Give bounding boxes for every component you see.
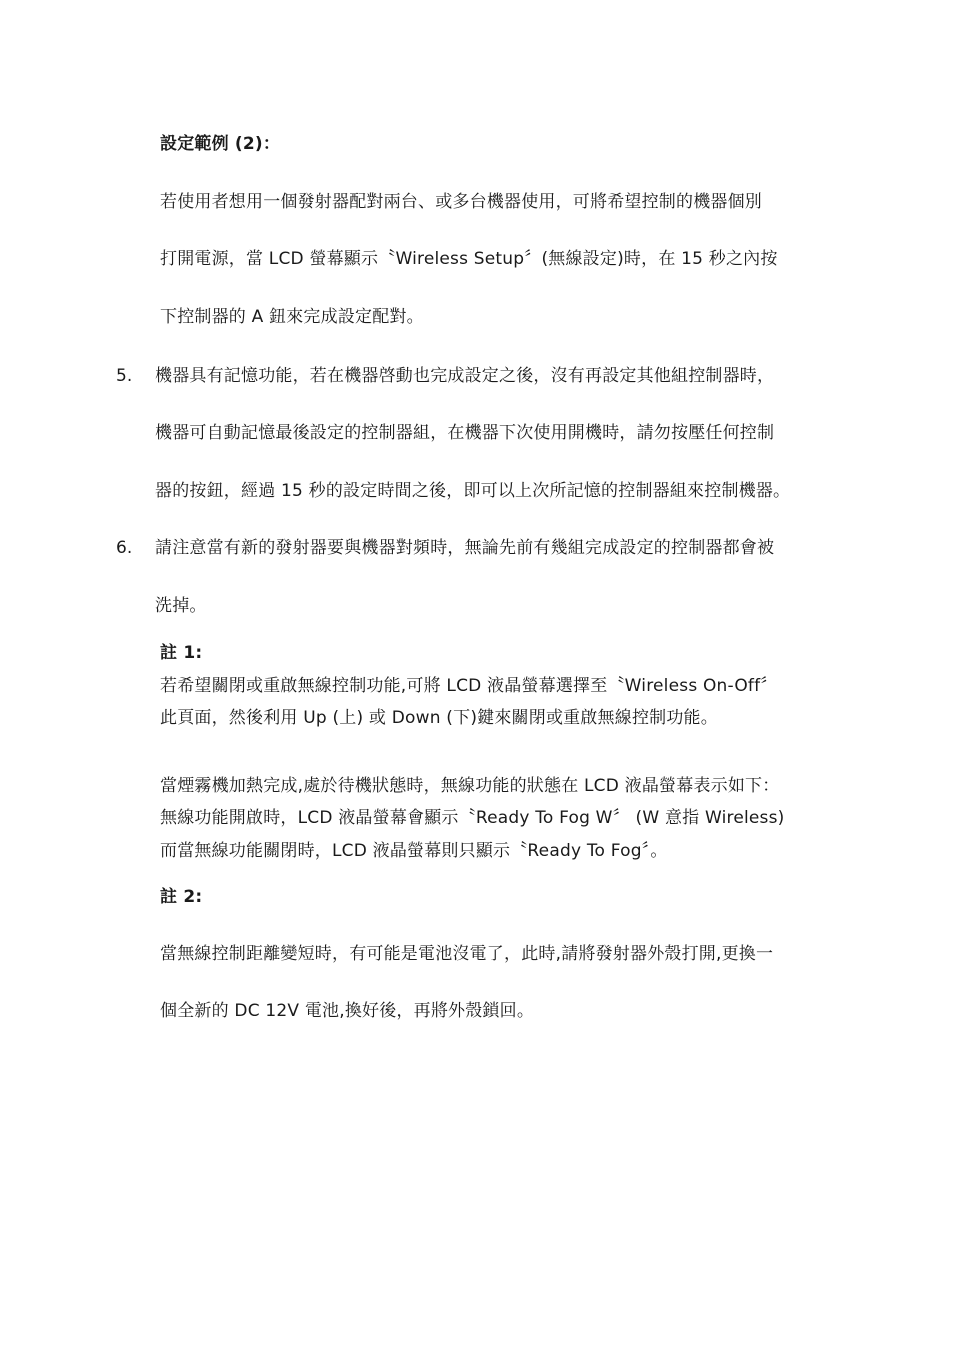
example-line-3: 下控制器的 A 鈕來完成設定配對。: [160, 307, 424, 327]
example-line-2: 打開電源，當 LCD 螢幕顯示〝Wireless Setup〞(無線設定)時，在 15 秒之內按: [160, 249, 778, 269]
item-5-line-2: 機器可自動記憶最後設定的控制器組，在機器下次使用開機時，請勿按壓任何控制: [155, 423, 775, 443]
note-1-line-5: 而當無線功能關閉時，LCD 液晶螢幕則只顯示〝Ready To Fog〞。: [160, 841, 668, 861]
note-1-line-2: 此頁面，然後利用 Up (上) 或 Down (下)鍵來關閉或重啟無線控制功能。: [160, 708, 718, 728]
note-1-line-1: 若希望關閉或重啟無線控制功能,可將 LCD 液晶螢幕選擇至〝Wireless On-Off〞: [160, 676, 778, 696]
item-6-line-1: 請注意當有新的發射器要與機器對頻時，無論先前有幾組完成設定的控制器都會被: [155, 538, 775, 558]
note-2-title: 註 2:: [160, 887, 203, 907]
item-5-line-1: 機器具有記憶功能，若在機器啓動也完成設定之後，沒有再設定其他組控制器時，: [155, 366, 775, 386]
note-2-line-1: 當無線控制距離變短時，有可能是電池沒電了，此時,請將發射器外殼打開,更換一: [160, 944, 774, 964]
item-6-line-2: 洗掉。: [155, 596, 207, 616]
note-2-line-2: 個全新的 DC 12V 電池,換好後，再將外殼鎖回。: [160, 1001, 535, 1021]
note-1-line-3: 當煙霧機加熱完成,處於待機狀態時，無線功能的狀態在 LCD 液晶螢幕表示如下：: [160, 776, 780, 796]
example-line-1: 若使用者想用一個發射器配對兩台、或多台機器使用，可將希望控制的機器個別: [160, 192, 762, 212]
note-1-line-4: 無線功能開啟時，LCD 液晶螢幕會顯示〝Ready To Fog W〞 (W 意指 Wireless): [160, 808, 785, 828]
note-1-title: 註 1:: [160, 643, 203, 663]
item-5-line-3: 器的按鈕，經過 15 秒的設定時間之後，即可以上次所記憶的控制器組來控制機器。: [155, 481, 791, 501]
example-heading: 設定範例 (2)：: [160, 134, 281, 154]
item-6-number: 6.: [116, 538, 133, 558]
item-5-number: 5.: [116, 366, 133, 386]
